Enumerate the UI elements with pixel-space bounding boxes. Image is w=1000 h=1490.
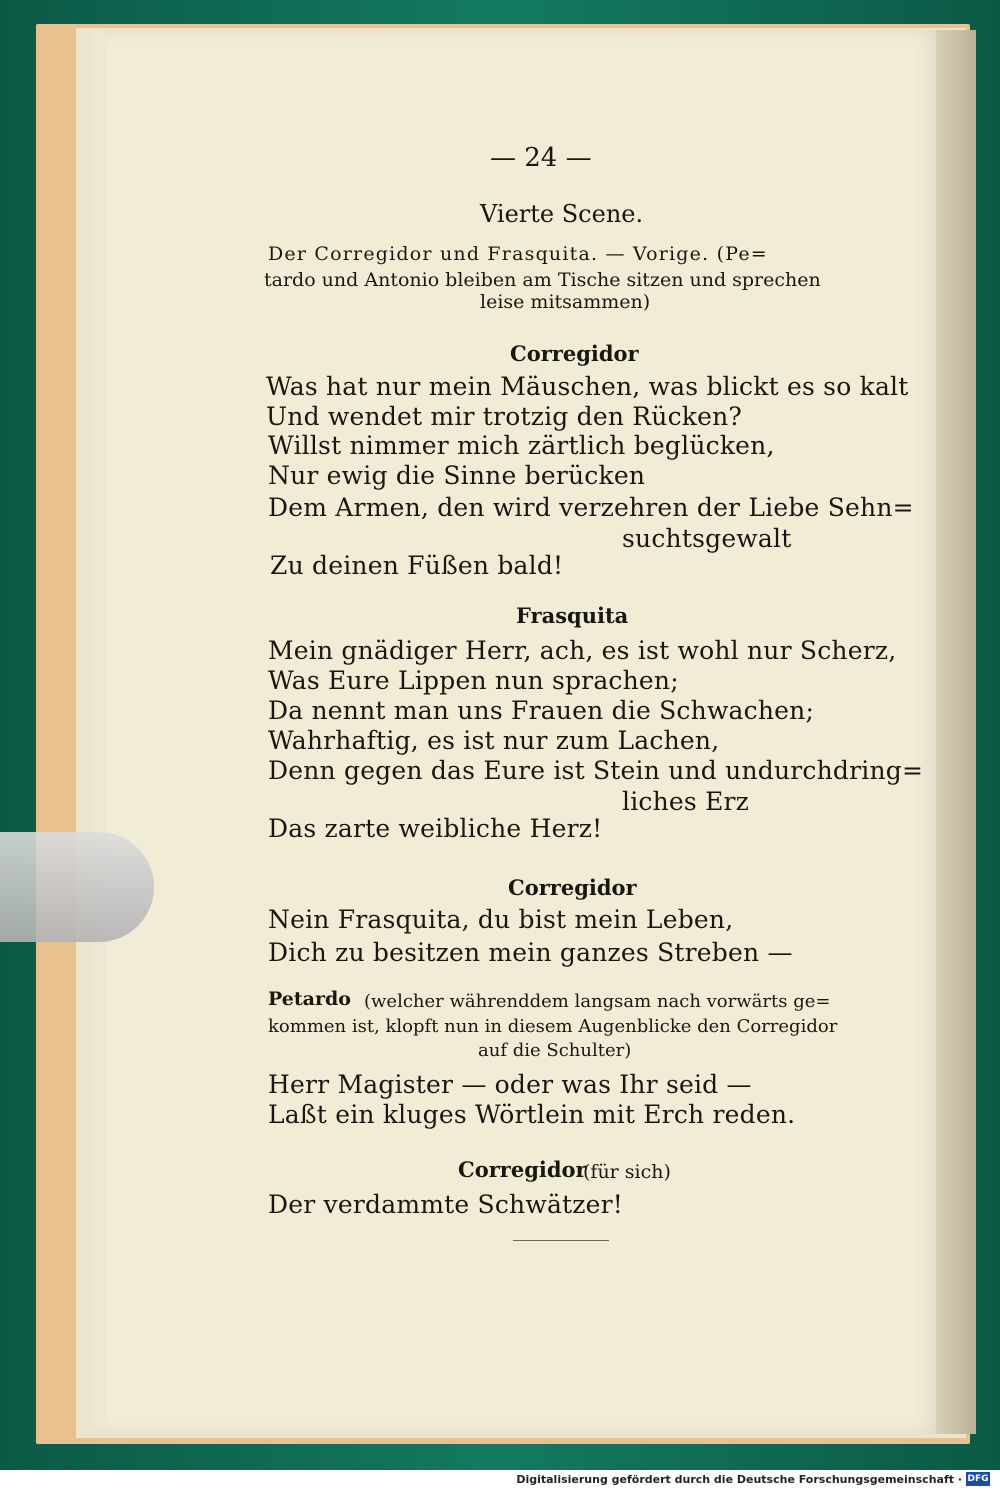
verse-line: Der verdammte Schwätzer!	[268, 1190, 624, 1219]
verse-line: Wahrhaftig, es ist nur zum Lachen,	[268, 726, 720, 755]
end-rule	[513, 1240, 609, 1241]
footer-credit: Digitalisierung gefördert durch die Deutsche Forschungsgemeinschaft ·	[516, 1473, 962, 1486]
aside-direction: (für sich)	[583, 1161, 671, 1183]
stage-direction-line: tardo und Antonio bleiben am Tische sitzen und sprechen	[264, 269, 821, 291]
verse-line: liches Erz	[622, 787, 750, 816]
verse-line: Zu deinen Füßen bald!	[270, 551, 564, 580]
speaker-name: Corregidor	[510, 341, 639, 366]
scene-title: Vierte Scene.	[480, 200, 644, 228]
verse-line: Nein Frasquita, du bist mein Leben,	[268, 905, 734, 934]
verse-line: Mein gnädiger Herr, ach, es ist wohl nur Scherz,	[268, 636, 897, 665]
verse-line: Nur ewig die Sinne berücken	[268, 461, 646, 490]
speaker-name: Petardo	[268, 988, 351, 1010]
speaker-name: Corregidor	[508, 875, 637, 900]
stage-direction-line: (welcher währenddem langsam nach vorwärts ge=	[364, 991, 831, 1012]
verse-line: Was hat nur mein Mäuschen, was blickt es so kalt	[266, 372, 909, 401]
page-number: — 24 —	[490, 143, 592, 173]
page-fold-shadow	[936, 30, 976, 1434]
stage-direction-line: leise mitsammen)	[480, 291, 651, 313]
verse-line: Was Eure Lippen nun sprachen;	[268, 666, 679, 695]
verse-line: Dem Armen, den wird verzehren der Liebe Sehn=	[268, 493, 914, 522]
stage-direction-line: kommen ist, klopft nun in diesem Augenblicke den Corregidor	[268, 1016, 838, 1037]
verse-line: suchtsgewalt	[622, 524, 792, 553]
verse-line: Laßt ein kluges Wörtlein mit Erch reden.	[268, 1100, 796, 1129]
verse-line: Willst nimmer mich zärtlich beglücken,	[268, 431, 775, 460]
verse-line: Da nennt man uns Frauen die Schwachen;	[268, 696, 815, 725]
stage-direction-line: Der Corregidor und Frasquita. — Vorige. (Pe=	[268, 243, 768, 265]
verse-line: Dich zu besitzen mein ganzes Streben —	[268, 938, 793, 967]
verse-line: Denn gegen das Eure ist Stein und undurchdring=	[268, 756, 924, 785]
verse-line: Herr Magister — oder was Ihr seid —	[268, 1070, 752, 1099]
speaker-name: Frasquita	[516, 603, 629, 628]
stage-direction-line: auf die Schulter)	[478, 1040, 632, 1061]
speaker-name: Corregidor	[458, 1157, 587, 1182]
book-clip	[0, 832, 154, 942]
verse-line: Und wendet mir trotzig den Rücken?	[266, 402, 743, 431]
verse-line: Das zarte weibliche Herz!	[268, 814, 603, 843]
dfg-logo: DFG	[967, 1474, 989, 1484]
